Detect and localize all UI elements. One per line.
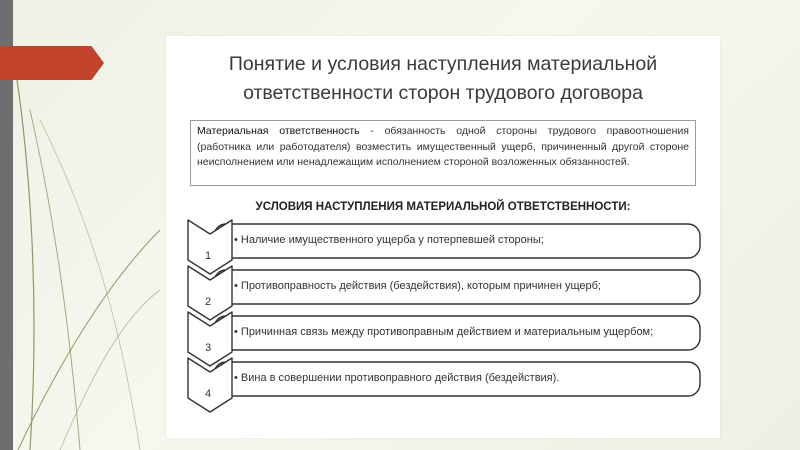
step-text-1: • Наличие имущественного ущерба у потерпевшей стороны; xyxy=(234,234,544,246)
decorative-swoosh xyxy=(30,110,80,450)
decorative-swoosh xyxy=(18,230,160,450)
title-line-2: ответственности сторон трудового договора xyxy=(243,82,643,104)
step-number-3: 3 xyxy=(204,342,212,354)
definition-term: Материальная ответственность xyxy=(197,125,360,137)
title-line-1: Понятие и условия наступления материальной xyxy=(228,53,658,75)
slide-content xyxy=(166,36,720,438)
step-text-4: • Вина в совершении противоправного действия (бездействия). xyxy=(234,372,560,384)
red-arrow-flag xyxy=(0,46,104,80)
step-text-3: • Причинная связь между противоправным действием и материальным ущербом; xyxy=(234,326,654,338)
step-number-4: 4 xyxy=(204,388,212,400)
conditions-heading: УСЛОВИЯ НАСТУПЛЕНИЯ МАТЕРИАЛЬНОЙ ОТВЕТСТВЕННОСТИ: xyxy=(255,201,631,213)
decorative-swoosh xyxy=(60,290,160,450)
decorative-swoosh xyxy=(14,60,34,450)
definition-text: - обязанность одной стороны трудового правоотношения (работника или работодателя) возместить имущественный ущерб, причиненный другой стороне неисполнением или ненадлежащим исполнением стороной возложенных обязанностей. xyxy=(197,125,689,168)
step-chevron xyxy=(188,220,232,274)
step-text-2: • Противоправность действия (бездействия), которым причинен ущерб; xyxy=(234,280,601,292)
step-number-2: 2 xyxy=(204,296,212,308)
decorative-swoosh xyxy=(40,120,140,450)
step-number-1: 1 xyxy=(204,250,212,262)
